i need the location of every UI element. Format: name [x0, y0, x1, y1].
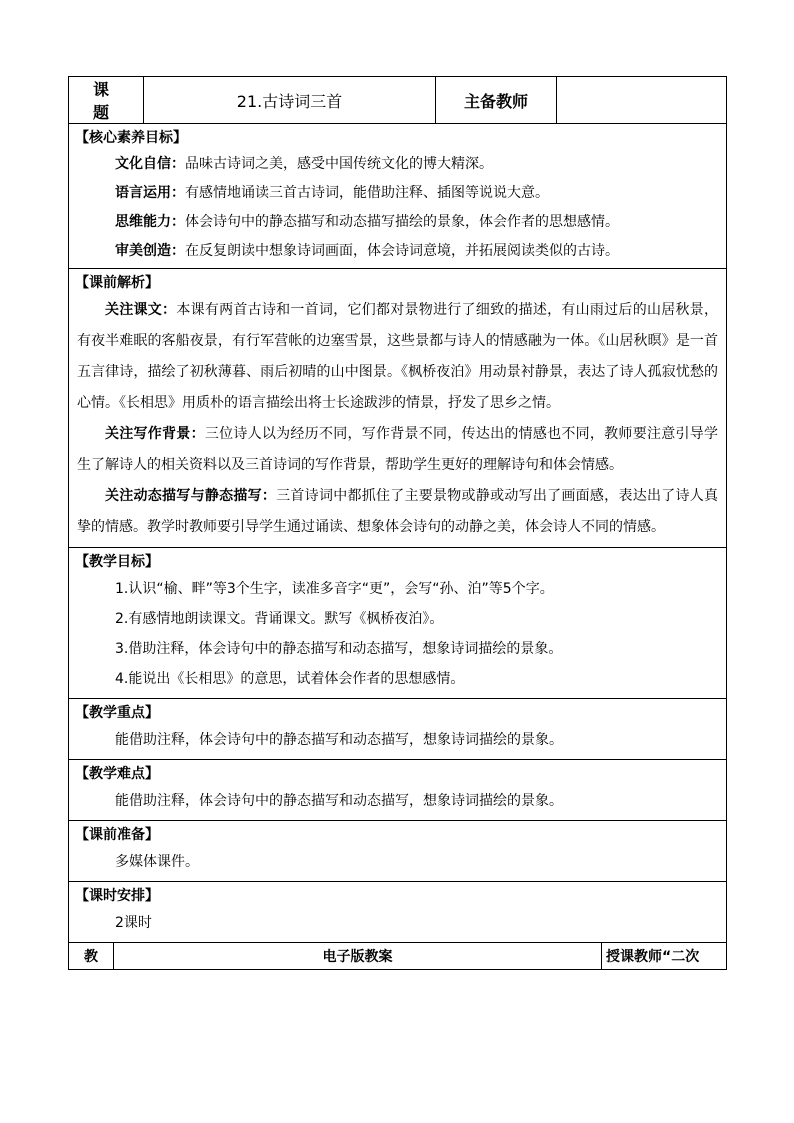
section-title-key-points: 【教学重点】	[75, 705, 159, 721]
header-row	[69, 77, 727, 124]
lesson-plan-page	[68, 76, 726, 970]
objective-item: 2.有感情地朗读课文。背诵课文。默写《枫桥夜泊》。	[115, 611, 444, 627]
analysis-row	[69, 269, 727, 548]
schedule-row	[69, 882, 727, 943]
section-title-objectives: 【教学目标】	[75, 554, 159, 570]
objective-item: 1.认识“榆、畔”等3个生字，读准多音字“更”，会写“孙、泊”等5个字。	[115, 581, 554, 597]
difficulties-row	[69, 760, 727, 821]
footer-col-electronic-plan: 电子版教案	[114, 943, 602, 970]
section-title-preparation: 【课前准备】	[75, 827, 159, 843]
core-goal-item: 审美创造：在反复朗读中想象诗词画面，体会诗词意境，并拓展阅读类似的古诗。	[115, 243, 619, 259]
section-title-difficulties: 【教学难点】	[75, 766, 159, 782]
core-goal-item: 文化自信：品味古诗词之美，感受中国传统文化的博大精深。	[115, 156, 493, 172]
objective-item: 3.借助注释，体会诗句中的静态描写和动态描写，想象诗词描绘的景象。	[115, 641, 563, 657]
key-points-text: 能借助注释，体会诗句中的静态描写和动态描写，想象诗词描绘的景象。	[115, 732, 563, 748]
analysis-paragraph: 关注课文：本课有两首古诗和一首词，它们都对景物进行了细致的描述，有山雨过后的山居秋景，有夜半难眠的客船夜景，有行军营帐的边塞雪景，这些景都与诗人的情感融为一体。《山居秋暝》是一首五言律诗，描绘了初秋薄暮、雨后初晴的山中图景。《枫桥夜泊》用动景衬静景，表达了诗人孤寂忧愁的心情。《长相思》用质朴的语言描绘出将士长途跋涉的情景，抒发了思乡之情。	[77, 302, 719, 411]
objective-item: 4.能说出《长相思》的意思，试着体会作者的思想感情。	[115, 671, 465, 687]
analysis-paragraph: 关注写作背景：三位诗人以为经历不同，写作背景不同，传达出的情感也不同，教师要注意引导学生了解诗人的相关资料以及三首诗词的写作背景，帮助学生更好的理解诗句和体会情感。	[77, 426, 719, 473]
objectives-row	[69, 548, 727, 699]
lead-teacher-label: 主备教师	[436, 77, 557, 124]
section-title-core-goals: 【核心素养目标】	[75, 130, 187, 146]
section-title-schedule: 【课时安排】	[75, 888, 159, 904]
preparation-row	[69, 821, 727, 882]
core-goal-item: 思维能力：体会诗句中的静态描写和动态描写描绘的景象，体会作者的思想感情。	[115, 214, 619, 230]
section-title-analysis: 【课前解析】	[75, 275, 159, 291]
lesson-plan-table	[68, 76, 727, 943]
footer-col-teacher: 授课教师“二次	[602, 943, 727, 970]
footer-row	[69, 943, 727, 970]
analysis-paragraph: 关注动态描写与静态描写：三首诗词中都抓住了主要景物或静或动写出了画面感，表达出了诗人真挚的情感。教学时教师要引导学生通过诵读、想象体会诗句的动静之美，体会诗人不同的情感。	[77, 488, 719, 535]
core-goals-row	[69, 124, 727, 269]
key-points-row	[69, 699, 727, 760]
lead-teacher-value	[557, 77, 727, 124]
lesson-title: 21.古诗词三首	[144, 77, 436, 124]
footer-col-teach: 教	[69, 943, 114, 970]
core-goal-item: 语言运用：有感情地诵读三首古诗词，能借助注释、插图等说说大意。	[115, 185, 549, 201]
schedule-text: 2课时	[115, 915, 152, 931]
preparation-text: 多媒体课件。	[115, 854, 199, 870]
topic-label: 课 题	[69, 77, 144, 124]
footer-table	[68, 942, 727, 970]
difficulties-text: 能借助注释，体会诗句中的静态描写和动态描写，想象诗词描绘的景象。	[115, 793, 563, 809]
